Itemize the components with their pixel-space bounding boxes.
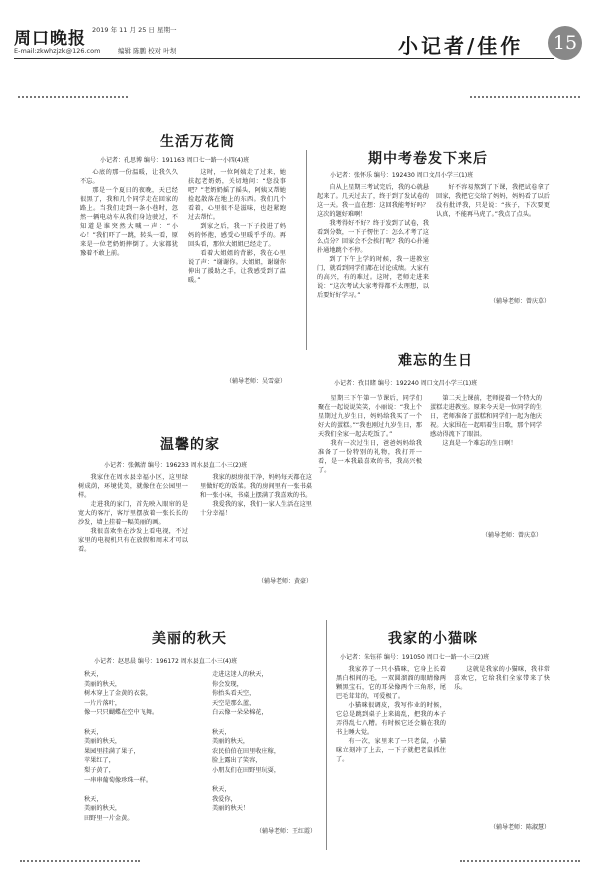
decor-dots-left: [18, 96, 128, 98]
paragraph: 看着大姐姐的背影，我在心里说了声：“谢谢你。大姐姐，谢谢你伸出了援助之手，让我感受到了温暖。”: [188, 250, 286, 284]
email: E-mail:zkwhzjzk@126.com: [14, 47, 101, 55]
column-divider: [326, 620, 327, 850]
paragraph: 我家养了一只小猫咪，它身上长着黑白相间的毛，一双圆溜溜的眼睛像两颗黑宝石，它的耳朵像两个三角形，尾巴毛茸茸的，可爱极了。: [336, 666, 446, 700]
article-title: 我家的小猫咪: [388, 631, 478, 647]
poem-line: 一串串葡萄像珍珠一样。: [84, 776, 153, 784]
paragraph: 我爱我的家，我们一家人生活在这里十分幸福！: [200, 501, 312, 517]
paragraph: 有一次，家里来了一只老鼠，小猫咪立刻冲了上去，一下子就把老鼠抓住了。: [336, 738, 446, 763]
poem-line: [84, 785, 202, 795]
poem-line: [84, 718, 202, 728]
paragraph: 这真是一个难忘的生日啊！: [442, 440, 517, 447]
article-teacher: （辅导老师：陈淑慧）: [489, 824, 550, 831]
article-teacher: （辅导老师：黄豪）: [257, 578, 312, 585]
poem-line: 美丽的秋天，: [84, 738, 122, 746]
decor-dots-bottom-right: [460, 860, 580, 862]
article-title: 生活万花筒: [160, 134, 235, 150]
paragraph: 这时，一位阿姨走了过来，她扶起老奶奶，关切地问：“您没事吧？”老奶奶摇了摇头，阿姨又帮她捡起散落在地上的东西。我们几个看着，心里很不是滋味，也赶紧跑过去帮忙。: [188, 169, 286, 221]
poem-line: 你会发现，: [212, 680, 243, 688]
paragraph: 星期三下午第一节课后，同学们聚在一起说说笑笑，小丽说：“我上个星期过九岁生日，妈妈给我买了一个好大的蛋糕。”“我也刚过九岁生日，那天我们全家一起去吃饭了。”: [318, 395, 422, 438]
article-title: 期中考卷发下来后: [368, 151, 488, 167]
paragraph: 走进我的家门，首先映入眼帘的是宽大的客厅，客厅里摆放着一张长长的沙发，墙上挂着一幅美丽的画。: [78, 501, 188, 526]
poem-line: 走进这迷人的秋天，: [212, 671, 268, 678]
column-divider: [306, 150, 307, 350]
date-line: 2019 年 11 月 25 日 星期一: [92, 26, 177, 34]
article-body: [430, 394, 542, 524]
article-byline: 小记者：张佩清 编号：196233 周水县直二小三(2)班: [104, 462, 248, 469]
paragraph: 到家之后，我一下子投进了妈妈的怀抱，感受心里暖乎乎的。再回头看，那位大姐姐已经走了。: [188, 223, 286, 248]
poem-line: 白云像一朵朵棉花，: [212, 709, 268, 717]
section-title: 小记者/佳作: [398, 34, 524, 58]
article-byline: 小记者：朱钰祥 编号：191050 周口七一路一小三(2)班: [340, 654, 490, 661]
paragraph: 好不容易熬到了下课，我把试卷拿了回家，我把它交给了妈妈，妈妈看了以后没有批评我，只是说：“孩子，下次要更认真，不能再马虎了。”我点了点头。: [436, 184, 550, 218]
article-title: 难忘的生日: [398, 353, 473, 369]
poem-line: 美丽的秋天！: [212, 805, 250, 813]
poem-column-left: [84, 670, 202, 834]
paragraph: 那是一个夏日的夜晚，天已经很黑了，我和几个同学走在回家的路上。当我们走到一条小巷时，忽然一辆电动车从我们身边驶过，不知道是谁突然大喊一声：“小心！”我们吓了一跳，转头一看，原来是一位老奶奶摔倒了。大家都犹豫着不敢上前。: [80, 187, 178, 257]
poem-line: 果园里挂满了果子，: [84, 747, 140, 755]
poem-line: 像一只只蝴蝶在空中飞舞。: [84, 709, 159, 717]
article-byline: 小记者：孔思博 编号：191163 周口七一路一小四(4)班: [100, 157, 250, 164]
article-body: [436, 183, 550, 293]
poem-line: [212, 776, 316, 786]
article-body: [78, 473, 188, 583]
masthead: 周口晚报: [14, 29, 86, 49]
article-body: [80, 168, 178, 368]
article-byline: 小记者：张怀乐 编号：192430 周口文昌小学三(1)班: [330, 172, 474, 179]
paragraph: 我家的厨房很干净，妈妈每天都在这里做好吃的饭菜。我的房间里有一张书桌和一张小床，书桌上摆满了我喜欢的书。: [200, 474, 312, 499]
article-byline: 小记者：孜目睹 编号：192240 周口文昌小学三(1)班: [334, 380, 478, 387]
page-number: 15: [548, 26, 582, 60]
poem-line: 天空是那么蓝，: [212, 699, 256, 707]
article-byline: 小记者：赵思晨 编号：196172 周水县直二小三(4)班: [94, 658, 238, 665]
header-rule: [14, 58, 554, 59]
paragraph: 我有一次过生日，爸爸妈妈给我准备了一份特别的礼物，我打开一看，是一本我最喜欢的书，我高兴极了。: [318, 440, 422, 474]
article-teacher: （辅导老师：曾庆草）: [489, 298, 550, 305]
paragraph: 到了下午上学的时候，我一进教室门，就看到同学们都在讨论成绩。大家有的高兴，有的难过。这时，老师走进来说：“这次考试大家考得都不太理想，以后要好好学习。”: [317, 256, 429, 299]
paragraph: 心底的那一份温暖，让我久久不忘。: [80, 169, 178, 185]
article-title: 美丽的秋天: [152, 631, 227, 647]
paragraph: 这就是我家的小猫咪，我非常喜欢它，它给我们全家带来了快乐。: [454, 666, 550, 691]
paragraph: 我很喜欢坐在沙发上看电视，不过家里的电视机只有在放假和周末才可以看。: [78, 528, 188, 553]
editors-line: 编辑 陈鹏 校对 叶坝: [118, 47, 177, 55]
paragraph: 小猫咪很调皮，我写作业的时候，它总是跳到桌子上来捣乱，把我的本子弄得乱七八糟。有时候它还会躺在我的书上睡大觉。: [336, 702, 446, 736]
poem-line: 美丽的秋天，: [84, 805, 122, 813]
poem-line: 你抬头看天空，: [212, 690, 256, 698]
article-teacher: （辅导老师：吴雪豪）: [225, 378, 286, 385]
article-teacher: （辅导老师：王红霞）: [255, 828, 316, 835]
poem-line: 秋天，: [84, 728, 103, 736]
poem-line: 脸上露出了笑容，: [212, 757, 262, 765]
poem-line: 一片片落叶，: [84, 699, 122, 707]
article-body: [336, 665, 446, 851]
poem-line: 小朋友们在田野里玩耍，: [212, 766, 281, 774]
poem-line: 秋天，: [84, 795, 103, 803]
paragraph: 我家住在周水县幸福小区，这里绿树成荫，环境优美，就像住在公园里一样。: [78, 474, 188, 499]
poem-line: 农民伯伯在田里收庄稼，: [212, 747, 281, 755]
decor-dots-right: [470, 96, 580, 98]
article-body: [188, 168, 286, 372]
decor-dots-bottom-left: [20, 860, 140, 862]
article-body: [454, 665, 550, 815]
poem-line: 我爱你，: [212, 795, 237, 803]
article-body: [317, 183, 429, 306]
article-body: [318, 394, 422, 534]
paragraph: 自从上星期三考试完后，我的心就悬起来了。几天过去了，终于到了发试卷的这一天。我一直在想：这回我能考好吗？这次的题好难啊！: [317, 184, 429, 218]
poem-line: 秋天，: [212, 786, 231, 794]
poem-line: 美丽的秋天，: [212, 738, 250, 746]
poem-line: 苹果红了，: [84, 757, 115, 765]
poem-line: 美丽的秋天，: [84, 680, 122, 688]
poem-line: 秋天，: [84, 671, 103, 678]
article-title: 温馨的家: [160, 437, 220, 453]
paragraph: 第二天上课前，老师提着一个特大的蛋糕走进教室。原来今天是一位同学的生日，老师准备了蛋糕和同学们一起为他庆祝。大家围在一起唱着生日歌，那个同学感动得流下了眼泪。: [430, 395, 542, 438]
article-body: [200, 473, 312, 573]
poem-line: 田野里一片金黄。: [84, 814, 134, 822]
article-teacher: （辅导老师：曾庆草）: [481, 532, 542, 539]
poem-line: 树木穿上了金黄的衣裳，: [84, 690, 153, 698]
poem-line: [212, 718, 316, 728]
poem-column-right: [212, 670, 316, 824]
poem-line: 秋天，: [212, 728, 231, 736]
paragraph: 我考得好不好？终于发到了试卷，我看到分数，一下子愣住了：怎么才考了这么点分？回家会不会挨打呢？我的心扑通扑通地跳个不停。: [317, 220, 429, 254]
poem-line: 梨子黄了，: [84, 766, 115, 774]
